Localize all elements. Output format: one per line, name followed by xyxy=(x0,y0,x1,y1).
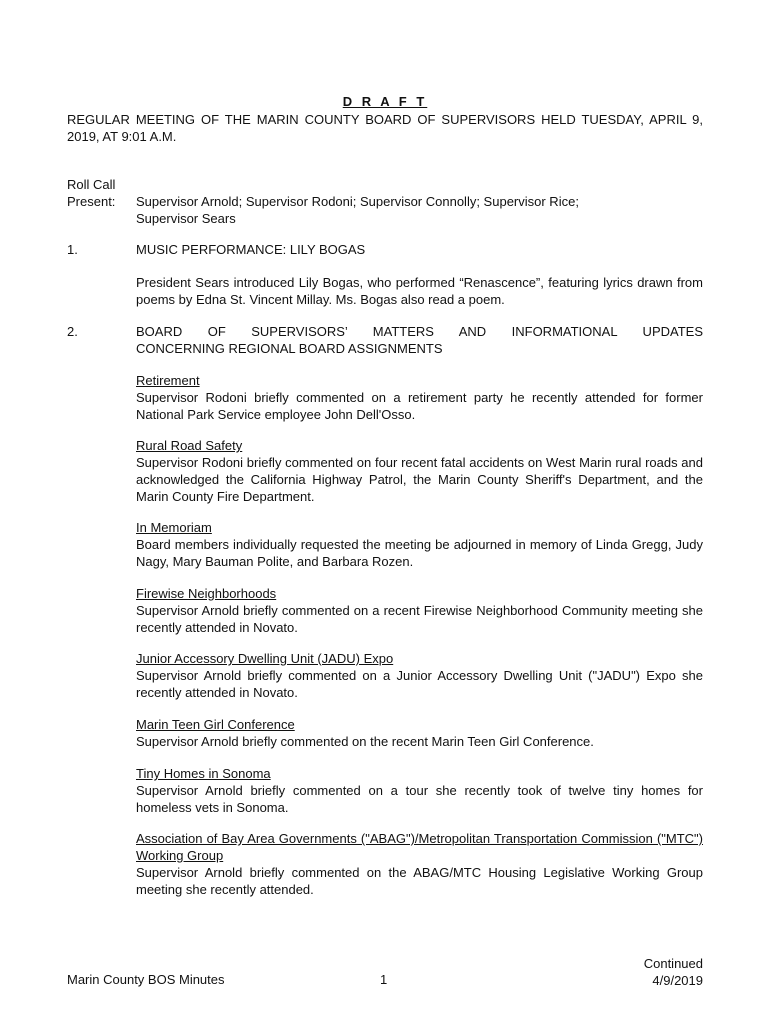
update-heading: Association of Bay Area Governments ("ABAG")/Metropolitan Transportation Commission ("MTC") Working Group xyxy=(136,831,703,863)
update-tiny-homes xyxy=(136,765,703,816)
update-heading: Rural Road Safety xyxy=(136,438,243,453)
meeting-title: REGULAR MEETING OF THE MARIN COUNTY BOARD OF SUPERVISORS HELD TUESDAY, APRIL 9, 2019, AT 9:01 A.M. xyxy=(67,112,703,144)
footer-date: 4/9/2019 xyxy=(652,973,703,988)
present-line2: Supervisor Sears xyxy=(136,211,236,226)
item-number: 1. xyxy=(67,242,78,257)
update-jadu-expo xyxy=(136,650,703,701)
update-rural-road-safety xyxy=(136,437,703,505)
update-teen-girl-conference xyxy=(136,716,703,750)
update-text: Supervisor Rodoni briefly commented on a retirement party he recently attended for former National Park Service employee John Dell'Osso. xyxy=(136,390,703,422)
update-in-memoriam xyxy=(136,519,703,570)
update-text: Supervisor Arnold briefly commented on a recent Firewise Neighborhood Community meeting she recently attended in Novato. xyxy=(136,603,703,635)
update-heading: Junior Accessory Dwelling Unit (JADU) Expo xyxy=(136,651,394,666)
update-retirement xyxy=(136,372,703,423)
footer-right xyxy=(590,955,703,989)
item-title-line2: CONCERNING REGIONAL BOARD ASSIGNMENTS xyxy=(136,341,443,356)
update-heading: Tiny Homes in Sonoma xyxy=(136,766,271,781)
footer-title: Marin County BOS Minutes xyxy=(67,972,225,987)
item-title: MUSIC PERFORMANCE: LILY BOGAS xyxy=(136,242,366,257)
update-firewise xyxy=(136,585,703,636)
roll-call-label-line2: Present: xyxy=(67,194,116,209)
update-text: Supervisor Arnold briefly commented on the ABAG/MTC Housing Legislative Working Group meeting she recently attended. xyxy=(136,865,703,897)
continued-label: Continued xyxy=(643,956,703,971)
item-title xyxy=(136,323,703,357)
update-heading: In Memoriam xyxy=(136,520,212,535)
update-text: Supervisor Arnold briefly commented on the recent Marin Teen Girl Conference. xyxy=(136,734,594,749)
roll-call-label-line1: Roll Call xyxy=(67,177,116,192)
update-abag-mtc xyxy=(136,830,703,898)
page-number: 1 xyxy=(380,972,388,987)
update-text: Supervisor Rodoni briefly commented on four recent fatal accidents on West Marin rural roads and acknowledged the California Highway Patrol, the Marin County Sheriff's Department, and the Marin County Fire Department. xyxy=(136,455,703,504)
update-heading: Retirement xyxy=(136,373,200,388)
roll-call-label xyxy=(67,176,137,210)
update-heading: Firewise Neighborhoods xyxy=(136,586,277,601)
update-text: Supervisor Arnold briefly commented on a tour she recently took of twelve tiny homes for homeless vets in Sonoma. xyxy=(136,783,703,815)
item-text: President Sears introduced Lily Bogas, who performed “Renascence”, featuring lyrics drawn from poems by Edna St. Vincent Millay. Ms. Bogas also read a poem. xyxy=(136,275,703,307)
update-text: Supervisor Arnold briefly commented on a Junior Accessory Dwelling Unit ("JADU") Expo she recently attended in Novato. xyxy=(136,668,703,700)
item-title-line1: BOARD OF SUPERVISORS’ MATTERS AND INFORMATIONAL UPDATES xyxy=(136,324,703,339)
update-heading: Marin Teen Girl Conference xyxy=(136,717,295,732)
present-line1: Supervisor Arnold; Supervisor Rodoni; Supervisor Connolly; Supervisor Rice; xyxy=(136,194,579,209)
roll-call-present xyxy=(136,193,703,227)
update-text: Board members individually requested the meeting be adjourned in memory of Linda Gregg, Judy Nagy, Mary Bauman Polite, and Barbara Rozen. xyxy=(136,537,703,569)
draft-label: D R A F T xyxy=(342,94,428,109)
item-number: 2. xyxy=(67,324,78,339)
